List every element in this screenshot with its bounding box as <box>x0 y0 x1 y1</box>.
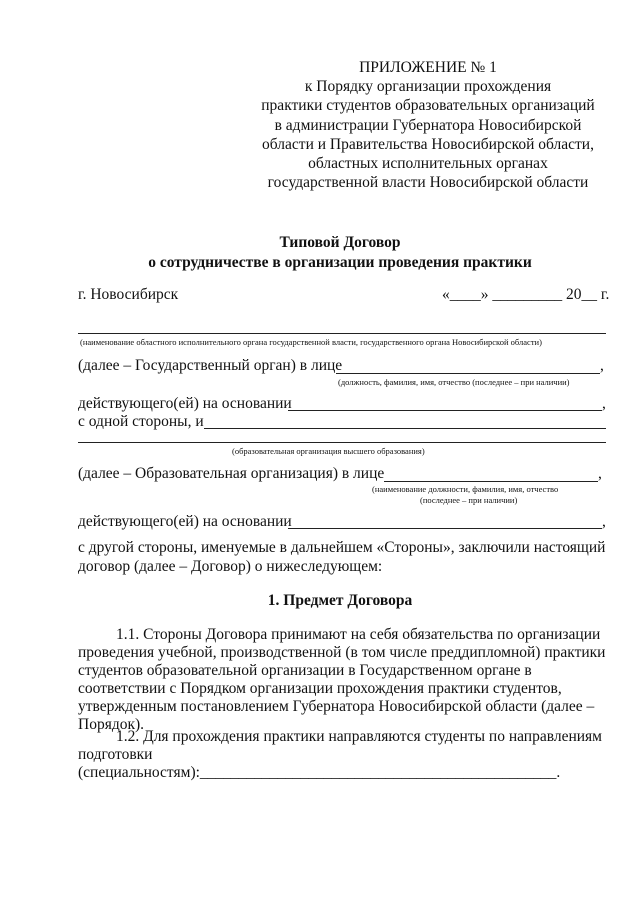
paragraph-line: утвержденным постановлением Губернатора Новосибирской области (далее – <box>78 698 595 715</box>
paragraph-line: проведения учебной, производственной (в том числе преддипломной) практики <box>78 644 606 661</box>
comma: , <box>602 513 606 530</box>
comma: , <box>598 465 602 482</box>
appendix-line: практики студентов образовательных организаций <box>261 97 595 115</box>
appendix-line: области и Правительства Новосибирской области, <box>262 135 594 153</box>
gov-body-person-line[interactable] <box>336 373 600 374</box>
section-heading: 1. Предмет Договора <box>267 592 413 609</box>
paragraph-line: соответствии с Порядком организации прохождения практики студентов, <box>78 680 562 697</box>
one-side-line[interactable] <box>204 428 606 429</box>
appendix-line: государственной власти Новосибирской области <box>267 174 589 192</box>
paragraph-line: 1.2. Для прохождения практики направляются студенты по направлениям <box>116 728 602 745</box>
edu-org-name-line[interactable] <box>78 442 606 443</box>
paragraph-line: 1.1. Стороны Договора принимают на себя обязательства по организации <box>116 626 601 643</box>
basis-line[interactable] <box>288 410 602 411</box>
comma: , <box>600 357 604 374</box>
document-title: Типовой Договор <box>279 234 401 251</box>
edu-org-person-caption: (наименование должности, фамилия, имя, отчество <box>372 484 559 494</box>
gov-body-name-line[interactable] <box>78 333 606 334</box>
basis-label: действующего(ей) на основании <box>78 395 292 412</box>
gov-body-person-caption: (должность, фамилия, имя, отчество (последнее – при наличии) <box>338 377 570 387</box>
city: г. Новосибирск <box>78 286 179 303</box>
appendix-line: к Порядку организации прохождения <box>304 78 552 96</box>
edu-org-person-label: (далее – Образовательная организация) в лице <box>78 465 385 482</box>
edu-org-person-caption-cont: (последнее – при наличии) <box>420 495 518 505</box>
gov-body-person-label: (далее – Государственный орган) в лице <box>78 357 343 374</box>
basis-label: действующего(ей) на основании <box>78 513 292 530</box>
paragraph-line: Порядок). <box>78 716 145 733</box>
parties-text: с другой стороны, именуемые в дальнейшем «Стороны», заключили настоящий <box>78 539 606 556</box>
one-side-label: с одной стороны, и <box>78 413 204 430</box>
document-subtitle: о сотрудничестве в организации проведения практики <box>148 254 532 271</box>
paragraph-line: студентов образовательной организации в Государственном органе в <box>78 662 532 679</box>
appendix-header <box>250 58 606 192</box>
gov-body-caption: (наименование областного исполнительного органа государственной власти, государственного органа Новосибирской области) <box>80 337 542 347</box>
appendix-line: ПРИЛОЖЕНИЕ № 1 <box>359 59 497 76</box>
contract-date: «____» _________ 20__ г. <box>442 286 610 303</box>
appendix-line: в администрации Губернатора Новосибирской <box>274 116 582 134</box>
comma: , <box>602 395 606 412</box>
specialties-field[interactable]: (специальностям):______________________________________________. <box>78 764 561 781</box>
basis-line[interactable] <box>288 528 602 529</box>
appendix-line: областных исполнительных органах <box>308 155 548 173</box>
edu-org-caption: (образовательная организация высшего образования) <box>232 446 425 456</box>
paragraph-line: подготовки <box>78 746 153 763</box>
parties-text: договор (далее – Договор) о нижеследующем: <box>78 558 383 575</box>
edu-org-person-line[interactable] <box>384 481 598 482</box>
